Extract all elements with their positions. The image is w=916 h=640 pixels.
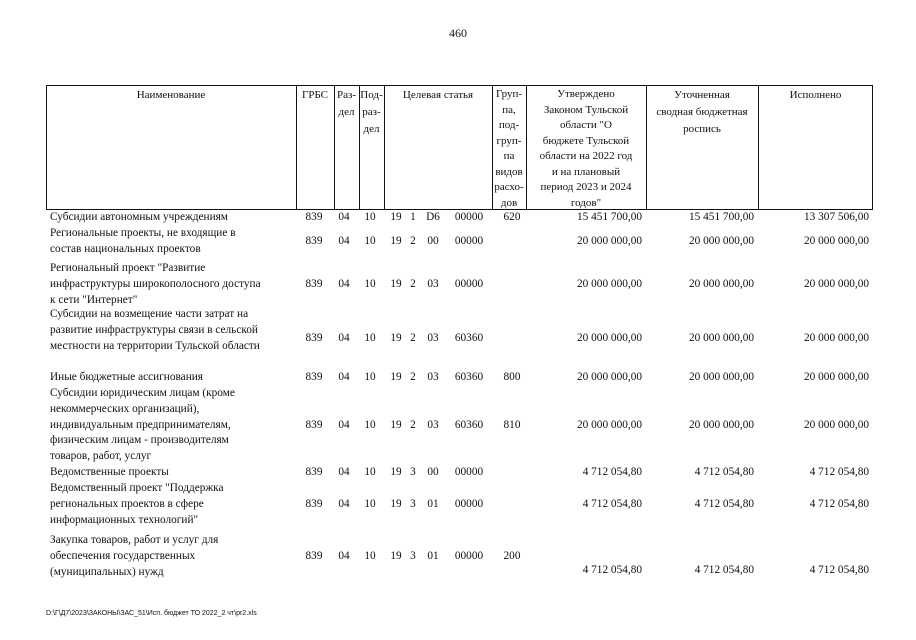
approved-amount-cell: 20 000 000,00 <box>577 278 642 290</box>
razdel-cell: 04 <box>338 235 350 247</box>
target-program-cell: 19 <box>390 419 402 431</box>
podrazdel-cell: 10 <box>364 498 376 510</box>
page-number: 460 <box>449 26 467 40</box>
header-group: Груп- па, под- груп- па видов расхо- дов <box>494 88 524 209</box>
podrazdel-cell: 10 <box>364 332 376 344</box>
target-direction-cell: 00000 <box>454 211 484 223</box>
podrazdel-cell: 10 <box>364 550 376 562</box>
grbs-cell: 839 <box>305 498 323 510</box>
approved-amount-cell: 4 712 054,80 <box>582 498 642 510</box>
executed-amount-cell: 20 000 000,00 <box>804 332 869 344</box>
razdel-cell: 04 <box>338 550 350 562</box>
grbs-cell: 839 <box>305 371 323 383</box>
expense-type-cell: 620 <box>503 211 521 223</box>
target-direction-cell: 00000 <box>454 235 484 247</box>
row-name: Иные бюджетные ассигнования <box>50 371 203 383</box>
target-program-cell: 19 <box>390 498 402 510</box>
expense-type-cell: 200 <box>503 550 521 562</box>
target-subprogram-cell: 3 <box>410 466 416 478</box>
executed-amount-cell: 20 000 000,00 <box>804 278 869 290</box>
target-program-cell: 19 <box>390 211 402 223</box>
target-program-cell: 19 <box>390 278 402 290</box>
target-event-cell: 03 <box>427 332 439 344</box>
header-target: Целевая статья <box>402 89 474 101</box>
refined-amount-cell: 20 000 000,00 <box>689 332 754 344</box>
grbs-cell: 839 <box>305 211 323 223</box>
approved-amount-cell: 4 712 054,80 <box>582 564 642 576</box>
refined-amount-cell: 20 000 000,00 <box>689 278 754 290</box>
target-subprogram-cell: 2 <box>410 235 416 247</box>
target-direction-cell: 00000 <box>454 466 484 478</box>
target-event-cell: D6 <box>426 211 440 223</box>
executed-amount-cell: 20 000 000,00 <box>804 235 869 247</box>
header-podrazdel: Под- раз- дел <box>360 89 383 135</box>
executed-amount-cell: 4 712 054,80 <box>809 466 869 478</box>
approved-amount-cell: 4 712 054,80 <box>582 466 642 478</box>
target-event-cell: 01 <box>427 550 439 562</box>
razdel-cell: 04 <box>338 371 350 383</box>
executed-amount-cell: 4 712 054,80 <box>809 498 869 510</box>
razdel-cell: 04 <box>338 419 350 431</box>
target-program-cell: 19 <box>390 371 402 383</box>
target-event-cell: 00 <box>427 466 439 478</box>
target-event-cell: 01 <box>427 498 439 510</box>
target-event-cell: 03 <box>427 419 439 431</box>
podrazdel-cell: 10 <box>364 211 376 223</box>
target-subprogram-cell: 2 <box>410 278 416 290</box>
target-program-cell: 19 <box>390 235 402 247</box>
target-subprogram-cell: 3 <box>410 498 416 510</box>
grbs-cell: 839 <box>305 550 323 562</box>
refined-amount-cell: 15 451 700,00 <box>689 211 754 223</box>
razdel-cell: 04 <box>338 466 350 478</box>
header-refined: Уточненная сводная бюджетная роспись <box>656 89 748 135</box>
approved-amount-cell: 20 000 000,00 <box>577 371 642 383</box>
razdel-cell: 04 <box>338 498 350 510</box>
target-direction-cell: 00000 <box>454 550 484 562</box>
approved-amount-cell: 20 000 000,00 <box>577 235 642 247</box>
target-direction-cell: 60360 <box>454 419 484 431</box>
row-name: Ведомственные проекты <box>50 466 169 478</box>
file-path: D:\Г\Д7\2023\ЗАКОНЫ\ЗАС_51\Исп. бюджет ТО 2022_2 чт\pr2.xls <box>46 610 257 617</box>
podrazdel-cell: 10 <box>364 466 376 478</box>
podrazdel-cell: 10 <box>364 419 376 431</box>
target-subprogram-cell: 3 <box>410 550 416 562</box>
approved-amount-cell: 15 451 700,00 <box>577 211 642 223</box>
podrazdel-cell: 10 <box>364 235 376 247</box>
target-subprogram-cell: 2 <box>410 419 416 431</box>
executed-amount-cell: 20 000 000,00 <box>804 371 869 383</box>
refined-amount-cell: 4 712 054,80 <box>694 498 754 510</box>
target-event-cell: 00 <box>427 235 439 247</box>
target-program-cell: 19 <box>390 332 402 344</box>
target-subprogram-cell: 1 <box>410 211 416 223</box>
executed-amount-cell: 13 307 506,00 <box>804 211 869 223</box>
executed-amount-cell: 4 712 054,80 <box>809 564 869 576</box>
row-name: Закупка товаров, работ и услуг для обеспечения государственных (муниципальных) нужд <box>50 534 219 578</box>
refined-amount-cell: 20 000 000,00 <box>689 371 754 383</box>
target-subprogram-cell: 2 <box>410 371 416 383</box>
podrazdel-cell: 10 <box>364 371 376 383</box>
executed-amount-cell: 20 000 000,00 <box>804 419 869 431</box>
row-name: Региональные проекты, не входящие в состав национальных проектов <box>50 227 236 255</box>
target-program-cell: 19 <box>390 550 402 562</box>
refined-amount-cell: 20 000 000,00 <box>689 235 754 247</box>
razdel-cell: 04 <box>338 211 350 223</box>
refined-amount-cell: 4 712 054,80 <box>694 466 754 478</box>
razdel-cell: 04 <box>338 332 350 344</box>
header-executed: Исполнено <box>789 89 842 101</box>
approved-amount-cell: 20 000 000,00 <box>577 419 642 431</box>
target-direction-cell: 00000 <box>454 278 484 290</box>
row-name: Ведомственный проект "Поддержка региональных проектов в сфере информационных технологий" <box>50 482 224 526</box>
expense-type-cell: 800 <box>503 371 521 383</box>
target-direction-cell: 60360 <box>454 332 484 344</box>
razdel-cell: 04 <box>338 278 350 290</box>
row-name: Субсидии на возмещение части затрат на развитие инфраструктуры связи в сельской местности на территории Тульской области <box>50 308 260 352</box>
refined-amount-cell: 20 000 000,00 <box>689 419 754 431</box>
header-approved: Утверждено Законом Тульской области "О бюджете Тульской области на 2022 год и на плановый период 2023 и 2024 годов" <box>539 88 633 209</box>
header-razdel: Раз- дел <box>336 89 356 118</box>
target-event-cell: 03 <box>427 278 439 290</box>
target-direction-cell: 00000 <box>454 498 484 510</box>
refined-amount-cell: 4 712 054,80 <box>694 564 754 576</box>
grbs-cell: 839 <box>305 466 323 478</box>
approved-amount-cell: 20 000 000,00 <box>577 332 642 344</box>
grbs-cell: 839 <box>305 278 323 290</box>
grbs-cell: 839 <box>305 419 323 431</box>
header-grbs: ГРБС <box>301 89 329 101</box>
header-name: Наименование <box>136 89 206 101</box>
podrazdel-cell: 10 <box>364 278 376 290</box>
row-name: Субсидии автономным учреждениям <box>50 211 228 223</box>
target-program-cell: 19 <box>390 466 402 478</box>
target-subprogram-cell: 2 <box>410 332 416 344</box>
grbs-cell: 839 <box>305 235 323 247</box>
row-name: Субсидии юридическим лицам (кроме некоммерческих организаций), индивидуальным предпринимателям, физическим лицам - производителям товаров, работ, услуг <box>50 387 235 463</box>
expense-type-cell: 810 <box>503 419 521 431</box>
row-name: Региональный проект "Развитие инфраструктуры широкополосного доступа к сети "Интернет" <box>50 262 261 306</box>
target-direction-cell: 60360 <box>454 371 484 383</box>
grbs-cell: 839 <box>305 332 323 344</box>
target-event-cell: 03 <box>427 371 439 383</box>
